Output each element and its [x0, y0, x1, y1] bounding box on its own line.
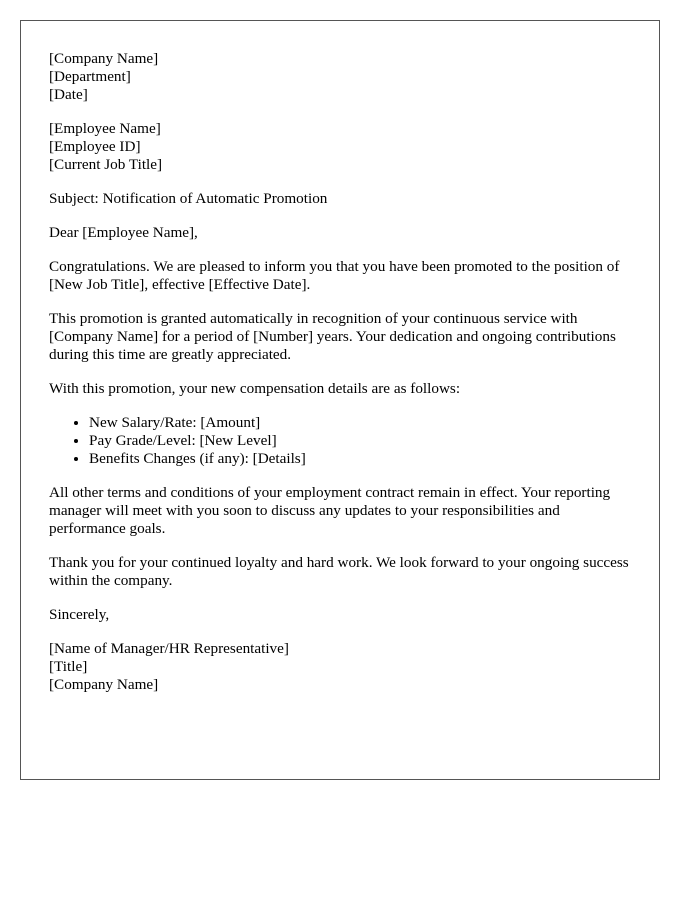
promotion-letter — [20, 20, 660, 780]
compensation-item-benefits: • Benefits Changes (if any): [Details] — [89, 450, 631, 468]
subject-line: Subject: Notification of Automatic Promotion — [49, 190, 328, 207]
letter-date: [Date] — [49, 86, 88, 103]
sender-company: [Company Name] — [49, 50, 159, 67]
terms-paragraph: All other terms and conditions of your employment contract remain in effect. Your reporting manager will meet with you soon to discuss any updates to your responsibilities and performance goals. — [49, 484, 611, 537]
compensation-intro: With this promotion, your new compensation details are as follows: — [49, 380, 461, 397]
recipient-id: [Employee ID] — [49, 138, 141, 155]
thanks-paragraph: Thank you for your continued loyalty and hard work. We look forward to your ongoing success within the company. — [49, 554, 629, 589]
compensation-list — [49, 414, 631, 468]
signature-block — [49, 640, 631, 694]
recognition-paragraph: This promotion is granted automatically in recognition of your continuous service with [Company Name] for a period of [Number] years. Your dedication and ongoing contributions during this time are greatly appreciated. — [49, 310, 616, 363]
closing: Sincerely, — [49, 606, 110, 623]
recipient-name: [Employee Name] — [49, 120, 161, 137]
signatory-name: [Name of Manager/HR Representative] — [49, 640, 289, 657]
signatory-company: [Company Name] — [49, 676, 159, 693]
signatory-title: [Title] — [49, 658, 88, 675]
compensation-item-salary: • New Salary/Rate: [Amount] — [89, 414, 631, 432]
compensation-item-grade: • Pay Grade/Level: [New Level] — [89, 432, 631, 450]
sender-department: [Department] — [49, 68, 131, 85]
salutation: Dear [Employee Name], — [49, 224, 198, 241]
recipient-block — [49, 120, 631, 174]
congrats-paragraph: Congratulations. We are pleased to inform you that you have been promoted to the position of [New Job Title], effective [Effective Date]. — [49, 258, 620, 293]
recipient-job-title: [Current Job Title] — [49, 156, 163, 173]
sender-block — [49, 50, 631, 104]
